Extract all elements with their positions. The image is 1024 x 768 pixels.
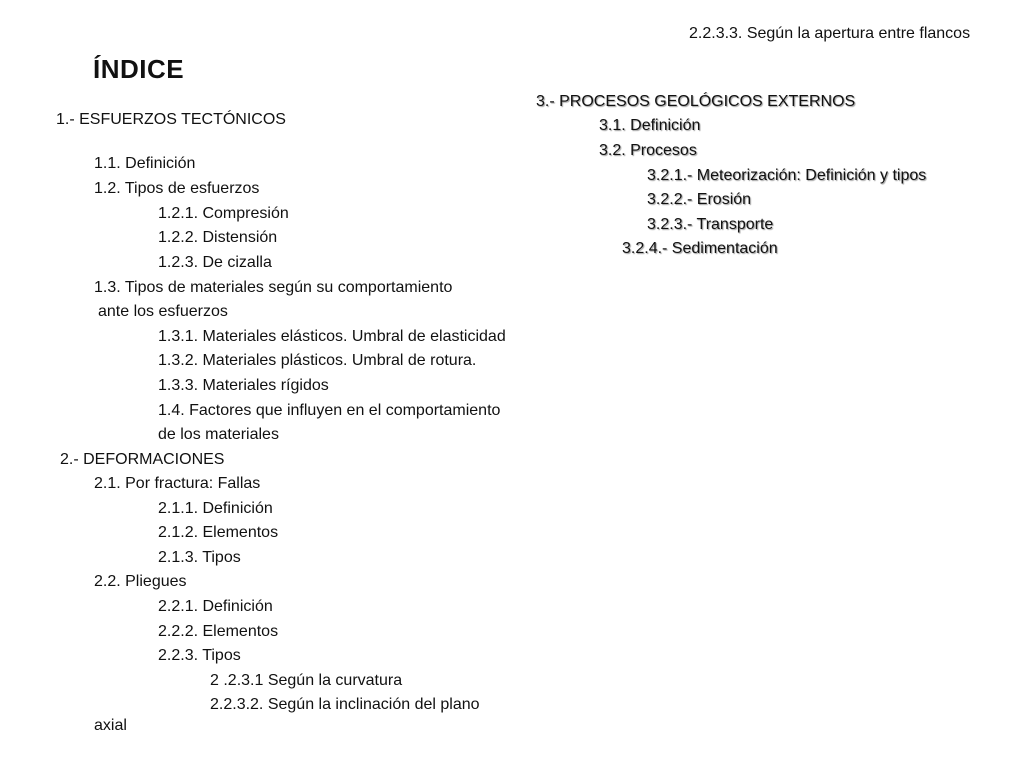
toc-entry-2-2: 2.2. Pliegues — [94, 573, 187, 590]
toc-entry-3-2-3: 3.2.3.- Transporte — [647, 216, 774, 233]
page-title: ÍNDICE — [93, 54, 185, 84]
toc-entry-1-2-3: 1.2.3. De cizalla — [158, 254, 272, 271]
toc-entry-1-3-cont: ante los esfuerzos — [98, 303, 228, 320]
toc-entry-1-4-cont: de los materiales — [158, 426, 279, 443]
toc-entry-1-2: 1.2. Tipos de esfuerzos — [94, 180, 260, 197]
toc-entry-2-2-1: 2.2.1. Definición — [158, 598, 273, 615]
toc-entry-2-2-3-2: 2.2.3.2. Según la inclinación del plano — [210, 696, 480, 713]
toc-entry-2-2-3: 2.2.3. Tipos — [158, 647, 241, 664]
toc-entry-3-2: 3.2. Procesos — [599, 142, 697, 159]
toc-entry-3-2-1: 3.2.1.- Meteorización: Definición y tipos — [647, 167, 927, 184]
toc-entry-1-3-2: 1.3.2. Materiales plásticos. Umbral de rotura. — [158, 352, 477, 369]
toc-entry-1-4: 1.4. Factores que influyen en el comportamiento — [158, 402, 501, 419]
section-heading-2: 2.- DEFORMACIONES — [60, 451, 225, 468]
toc-entry-2-2-3-1: 2 .2.3.1 Según la curvatura — [210, 672, 403, 689]
toc-entry-2-1-3: 2.1.3. Tipos — [158, 549, 241, 566]
section-heading-1: 1.- ESFUERZOS TECTÓNICOS — [56, 111, 286, 128]
toc-entry-2-1: 2.1. Por fractura: Fallas — [94, 475, 261, 492]
toc-entry-1-2-1: 1.2.1. Compresión — [158, 205, 289, 222]
toc-entry-3-2-4: 3.2.4.- Sedimentación — [622, 240, 778, 257]
toc-entry-2-2-2: 2.2.2. Elementos — [158, 623, 279, 640]
section-heading-3: 3.- PROCESOS GEOLÓGICOS EXTERNOS — [536, 93, 856, 110]
toc-entry-1-1: 1.1. Definición — [94, 155, 196, 172]
toc-entry-2-1-1: 2.1.1. Definición — [158, 500, 273, 517]
toc-entry-1-3-3: 1.3.3. Materiales rígidos — [158, 377, 329, 394]
toc-entry-2-2-3-2-cont: axial — [94, 717, 127, 734]
toc-entry-3-2-2: 3.2.2.- Erosión — [647, 191, 752, 208]
toc-entry-1-3-1: 1.3.1. Materiales elásticos. Umbral de elasticidad — [158, 328, 506, 345]
toc-entry-2-2-3-3: 2.2.3.3. Según la apertura entre flancos — [689, 25, 971, 42]
toc-entry-3-1: 3.1. Definición — [599, 117, 701, 134]
toc-entry-1-3: 1.3. Tipos de materiales según su comportamiento — [94, 279, 453, 296]
toc-entry-1-2-2: 1.2.2. Distensión — [158, 229, 278, 246]
toc-entry-2-1-2: 2.1.2. Elementos — [158, 524, 279, 541]
